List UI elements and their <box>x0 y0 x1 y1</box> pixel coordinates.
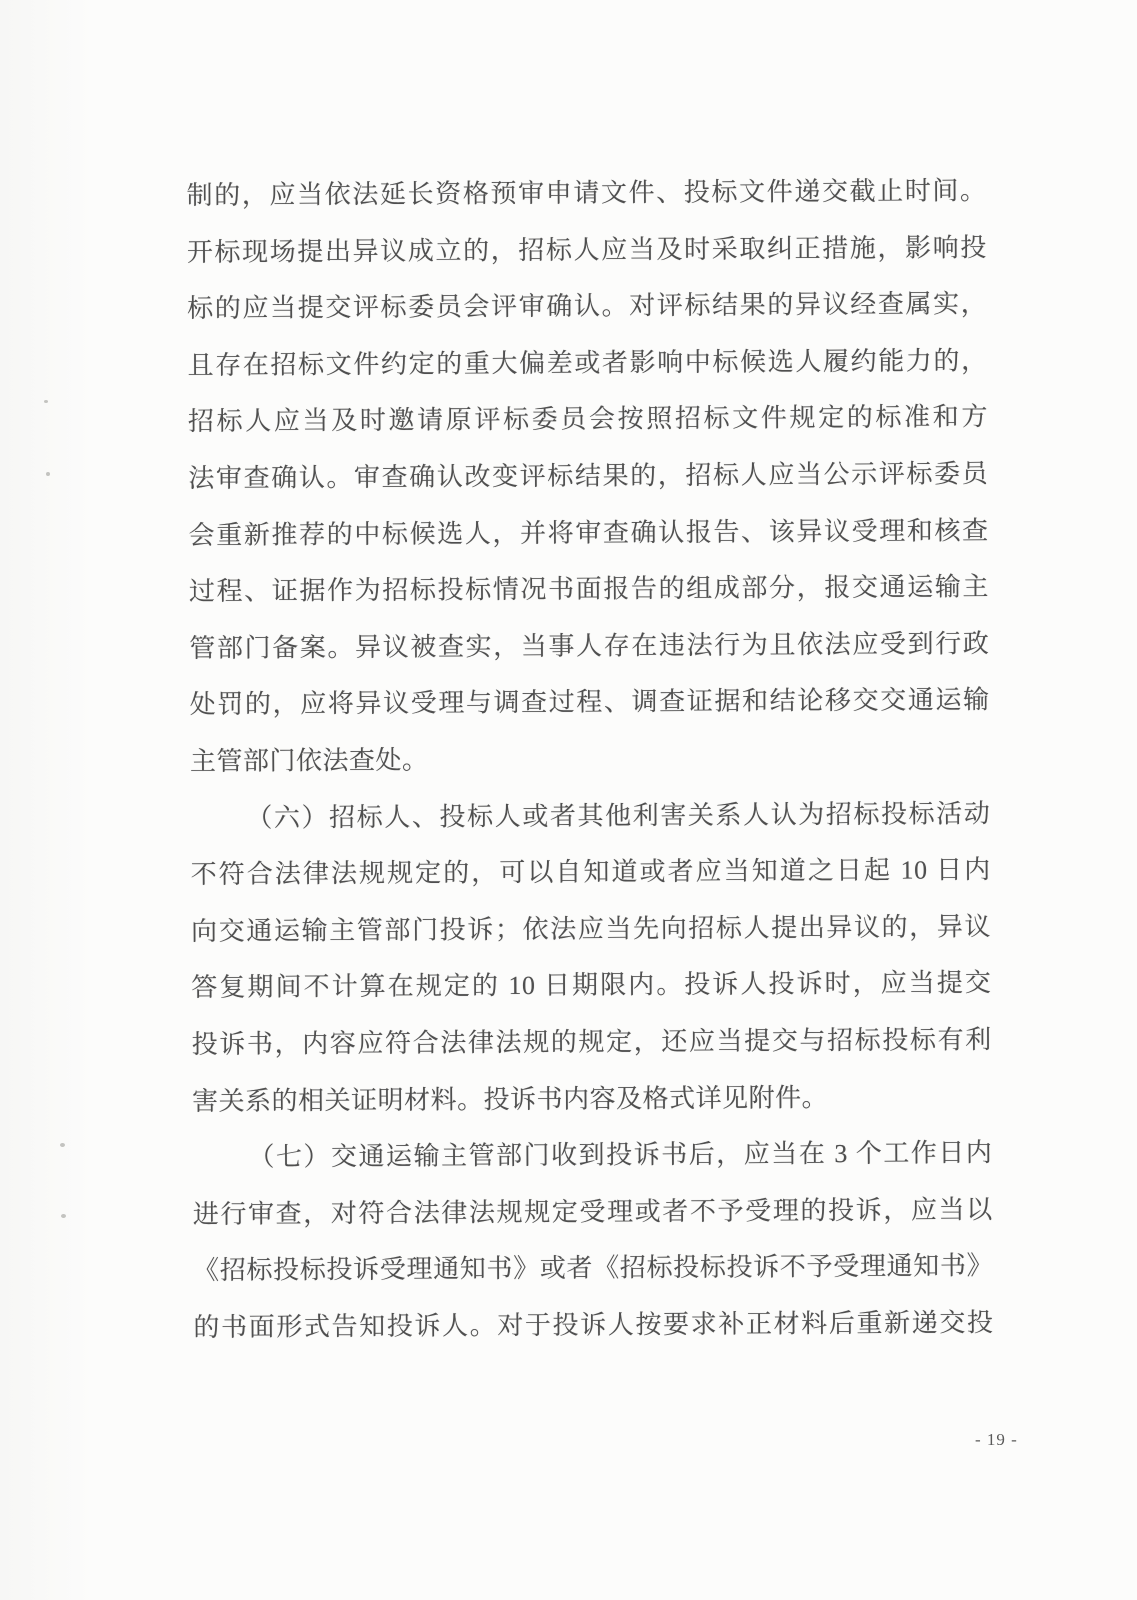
text-line: 答复期间不计算在规定的 10 日期限内。投诉人投诉时，应当提交 <box>191 968 992 1003</box>
text-line: （七）交通运输主管部门收到投诉书后，应当在 3 个工作日内 <box>248 1138 993 1172</box>
scan-edge-shading <box>0 0 95 1600</box>
text-line: 向交通运输主管部门投诉；依法应当先向招标人提出异议的，异议 <box>190 911 992 946</box>
text-line: 开标现场提出异议成立的，招标人应当及时采取纠正措施，影响投 <box>186 232 987 267</box>
text-line: 处罚的，应将异议受理与调查过程、调查证据和结论移交交通运输 <box>189 685 990 720</box>
text-line: 制的，应当依法延长资格预审申请文件、投标文件递交截止时间。 <box>186 176 987 211</box>
text-line: 主管部门依法查处。 <box>189 745 429 776</box>
text-line: 且存在招标文件约定的重大偏差或者影响中标候选人履约能力的， <box>187 345 988 380</box>
text-line: 过程、证据作为招标投标情况书面报告的组成部分，报交通运输主 <box>188 572 990 607</box>
text-line: 进行审查，对符合法律法规规定受理或者不予受理的投诉，应当以 <box>192 1194 993 1229</box>
text-line: 不符合法律法规规定的，可以自知道或者应当知道之日起 10 日内 <box>190 855 991 890</box>
text-line: 《招标投标投诉受理通知书》或者《招标投标投诉不予受理通知书》 <box>193 1251 994 1286</box>
scan-speckle <box>60 1143 65 1147</box>
page-number: - 19 - <box>975 1430 1018 1449</box>
scan-speckle <box>61 1214 66 1218</box>
scan-speckle <box>44 400 48 403</box>
text-line: 招标人应当及时邀请原评标委员会按照招标文件规定的标准和方 <box>187 402 988 437</box>
text-line: 害关系的相关证明材料。投诉书内容及格式详见附件。 <box>191 1082 829 1116</box>
scan-speckle <box>46 472 50 476</box>
text-line: 的书面形式告知投诉人。对于投诉人按要求补正材料后重新递交投 <box>193 1307 994 1342</box>
text-line: （六）招标人、投标人或者其他利害关系人认为招标投标活动 <box>246 798 991 833</box>
text-line: 标的应当提交评标委员会评审确认。对评标结果的异议经查属实， <box>187 289 988 324</box>
text-line: 投诉书，内容应符合法律法规的规定，还应当提交与招标投标有利 <box>191 1025 992 1059</box>
text-lines <box>186 163 993 1356</box>
text-line: 法审查确认。审查确认改变评标结果的，招标人应当公示评标委员 <box>188 459 989 493</box>
text-line: 会重新推荐的中标候选人，并将审查确认报告、该异议受理和核查 <box>188 515 989 550</box>
text-line: 管部门备案。异议被查实，当事人存在违法行为且依法应受到行政 <box>189 628 990 663</box>
